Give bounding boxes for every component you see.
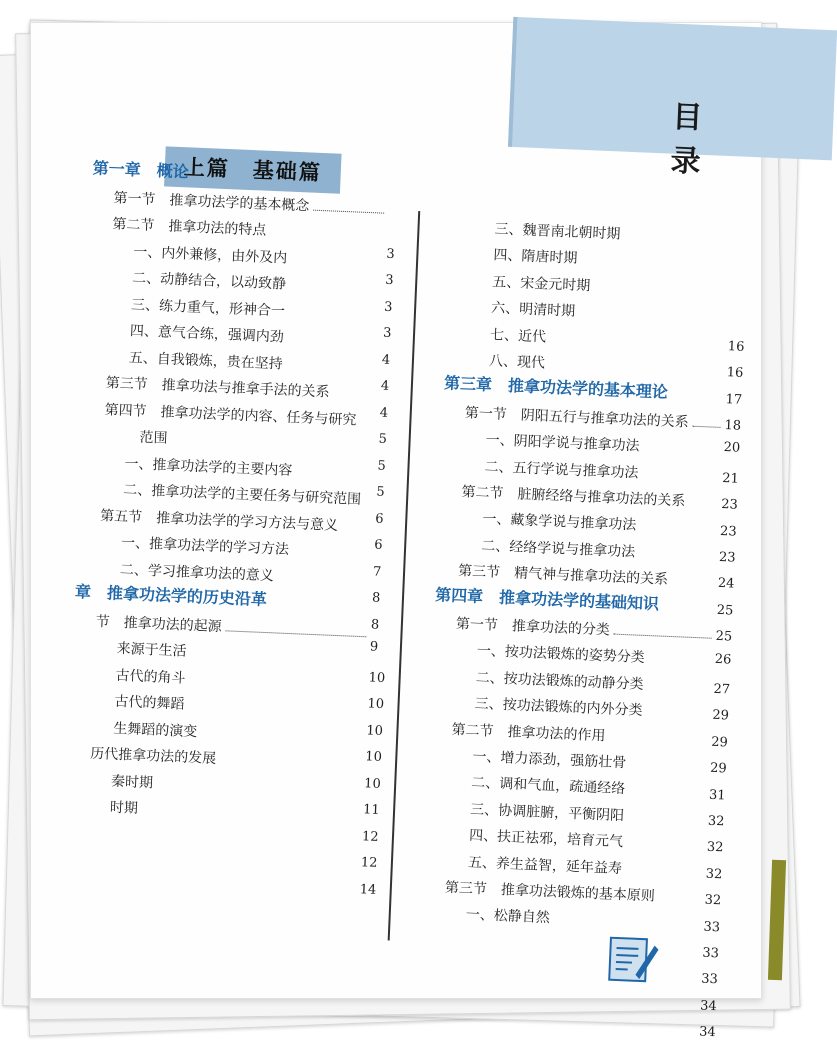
entry-label: 二、动静结合，以动致静 xyxy=(131,270,287,293)
page-number: 21 xyxy=(721,470,740,487)
left-col-sec-row xyxy=(100,505,339,535)
page-number: 4 xyxy=(379,405,389,421)
entry-label: 一、阴阳学说与推拿功法 xyxy=(485,432,640,455)
page-number: 4 xyxy=(380,378,390,394)
entry-label: 六、明清时期 xyxy=(490,300,576,320)
entry-label: 五、自我锻炼，贵在坚持 xyxy=(128,349,284,372)
left-col-item-row xyxy=(132,267,287,293)
page-number: 16 xyxy=(726,365,744,381)
right-col-item-row xyxy=(476,640,645,667)
entry-label: 四、隋唐时期 xyxy=(493,247,578,268)
right-col-item-row xyxy=(475,667,644,694)
right-col-sec-row xyxy=(456,613,611,639)
page-number: 5 xyxy=(377,458,387,474)
entry-label: 一、内外兼修，由外及内 xyxy=(132,243,288,267)
left-col-item-row xyxy=(114,691,185,714)
page-number: 3 xyxy=(386,246,396,262)
page-number: 25 xyxy=(716,602,734,619)
page-number: 29 xyxy=(710,734,729,751)
toc-page xyxy=(30,22,762,1041)
entry-label: 第四章 推拿功法学的基础知识 xyxy=(434,584,660,614)
page-number: 32 xyxy=(706,840,724,856)
column-divider xyxy=(388,211,421,940)
page-number: 6 xyxy=(373,537,383,553)
part-banner: 上篇 基础篇 xyxy=(164,146,342,193)
entry-label: 二、学习推拿功法的意义 xyxy=(119,561,275,584)
page-number: 5 xyxy=(376,484,386,500)
entry-label: 五、养生益智，延年益寿 xyxy=(467,854,623,877)
page-number: 10 xyxy=(366,722,384,739)
leader-dots xyxy=(225,630,366,637)
entry-label: 第三节 推拿功法与推拿手法的关系 xyxy=(105,375,330,401)
page-number: 29 xyxy=(709,760,727,777)
page-number: 8 xyxy=(371,590,381,606)
page-number: 5 xyxy=(378,431,388,447)
left-col-item-row xyxy=(115,664,186,687)
right-col-sec-row xyxy=(445,877,656,906)
entry-label: 第一节 推拿功法的分类 xyxy=(455,615,611,639)
right-col-item-row xyxy=(491,297,576,321)
page-number: 6 xyxy=(375,511,384,527)
page-number: 31 xyxy=(708,787,726,804)
left-col-ch-row xyxy=(92,155,189,182)
entry-label: 章 推拿功法学的历史沿革 xyxy=(74,582,268,610)
left-col-item-row xyxy=(111,770,154,792)
entry-label: 一、按功法锻炼的姿势分类 xyxy=(476,643,646,667)
page-number: 23 xyxy=(719,523,737,540)
entry-label: 第二节 推拿功法的作用 xyxy=(451,721,606,744)
page-number: 24 xyxy=(717,576,735,592)
leader-dots xyxy=(692,426,720,428)
entry-label: 第五节 推拿功法学的学习方法与意义 xyxy=(99,507,339,534)
entry-label: 第三节 推拿功法锻炼的基本原则 xyxy=(444,879,656,905)
left-col-sec-row xyxy=(104,399,357,430)
leader-dots xyxy=(313,209,384,213)
right-col-item-row xyxy=(472,746,627,772)
page-number: 27 xyxy=(713,681,731,698)
page-number: 11 xyxy=(362,802,380,818)
page-number: 12 xyxy=(361,828,379,845)
page-number: 20 xyxy=(723,440,741,457)
right-col-item-row xyxy=(481,535,636,561)
entry-label: 古代的舞蹈 xyxy=(114,693,185,713)
entry-label: 生舞蹈的演变 xyxy=(112,720,198,740)
left-col-item-row xyxy=(128,347,283,373)
right-col-item-row xyxy=(485,429,640,455)
page-number: 29 xyxy=(712,708,730,724)
right-col-item-row xyxy=(465,904,550,928)
right-col-item-row xyxy=(470,799,625,825)
page-number: 34 xyxy=(698,1024,716,1041)
page-number: 3 xyxy=(384,272,394,289)
right-col-item-row xyxy=(471,772,626,798)
right-col-item-row xyxy=(492,271,591,295)
entry-label: 第一章 概论 xyxy=(92,158,190,182)
page-number: 32 xyxy=(704,892,722,909)
left-col-sec-row xyxy=(90,743,217,768)
page-number: 3 xyxy=(382,325,392,342)
notepad-pen-icon xyxy=(605,932,661,988)
entry-label: 第四节 推拿功法学的内容、任务与研究 xyxy=(104,401,357,429)
right-col-item-row xyxy=(468,851,623,877)
right-col-sec-row xyxy=(464,402,689,431)
right-col-sec-row xyxy=(451,719,606,745)
entry-label: 一、藏象学说与推拿功法 xyxy=(482,511,637,534)
entry-label: 四、意气合练，强调内劲 xyxy=(129,323,285,346)
entry-label: 第一节 推拿功法学的基本概念 xyxy=(113,189,310,214)
page-number: 33 xyxy=(700,971,719,988)
left-col-sec-row xyxy=(95,610,222,635)
leader-dots xyxy=(614,634,712,639)
left-col-item-row xyxy=(110,797,139,818)
page-number: 8 xyxy=(370,616,380,633)
entry-label: 二、按功法锻炼的动静分类 xyxy=(475,669,644,693)
entry-label: 时期 xyxy=(109,799,139,817)
right-col-item-row xyxy=(493,245,578,269)
entry-label: 二、五行学说与推拿功法 xyxy=(484,458,639,482)
entry-label: 三、协调脏腑，平衡阴阳 xyxy=(469,801,625,824)
page-number: 34 xyxy=(699,998,718,1015)
entry-label: 第三章 推拿功法学的基本理论 xyxy=(443,373,669,403)
left-col-item-row xyxy=(131,294,286,320)
left-col-item-row xyxy=(123,479,362,509)
right-col-sec-row xyxy=(461,481,686,510)
entry-label: 三、按功法锻炼的内外分类 xyxy=(474,696,643,720)
page-number: 10 xyxy=(365,749,383,765)
entry-label: 第一节 阴阳五行与推拿功法的关系 xyxy=(464,404,689,431)
entry-label: 五、宋金元时期 xyxy=(491,274,591,295)
left-col-sec-row xyxy=(112,213,267,239)
left-col-item-row xyxy=(130,320,285,346)
entry-label: 七、近代 xyxy=(489,326,547,346)
entry-label: 八、现代 xyxy=(488,353,546,372)
page-number: 14 xyxy=(359,881,377,898)
page-number: 33 xyxy=(703,919,721,935)
entry-label: 一、松静自然 xyxy=(465,907,551,927)
entry-label: 一、推拿功法学的主要内容 xyxy=(124,455,293,479)
entry-label: 节 推拿功法的起源 xyxy=(95,613,222,635)
entry-label: 历代推拿功法的发展 xyxy=(89,745,217,768)
page-number: 10 xyxy=(367,696,385,713)
entry-label: 三、魏晋南北朝时期 xyxy=(494,221,621,243)
entry-label: 第二节 推拿功法的特点 xyxy=(112,216,267,239)
right-col-item-row xyxy=(490,324,547,346)
entry-label: 二、调和气血，疏通经络 xyxy=(470,775,626,798)
entry-label: 来源于生活 xyxy=(116,640,187,660)
page-number: 17 xyxy=(725,391,743,408)
entry-label: 第二节 脏腑经络与推拿功法的关系 xyxy=(461,484,686,510)
page-number: 23 xyxy=(718,549,736,566)
page-number: 26 xyxy=(714,651,732,668)
entry-label: 范围 xyxy=(139,429,168,447)
entry-label: 二、经络学说与推拿功法 xyxy=(480,537,636,561)
entry-label: 一、增力添劲，强筋壮骨 xyxy=(472,748,627,772)
right-col-item-row xyxy=(482,508,637,534)
page-number: 32 xyxy=(707,813,725,830)
toc-content xyxy=(11,8,781,1041)
right-col-item-row xyxy=(469,825,624,851)
entry-label: 一、推拿功法学的学习方法 xyxy=(120,534,290,558)
right-col-item-row xyxy=(484,456,639,482)
page-number: 9 xyxy=(369,639,379,655)
page-number: 16 xyxy=(727,338,745,355)
entry-label: 第三节 精气神与推拿功法的关系 xyxy=(457,563,669,589)
page-number: 25 xyxy=(715,629,733,645)
left-col-cont-row xyxy=(139,427,168,448)
left-col-item-row xyxy=(133,241,288,267)
left-col-sec-row xyxy=(105,372,330,401)
page-number: 10 xyxy=(363,775,382,792)
page-number: 4 xyxy=(381,352,391,368)
left-col-ch-row xyxy=(75,579,268,610)
right-col-item-row xyxy=(494,218,621,243)
entry-label: 四、扶正祛邪，培育元气 xyxy=(468,827,624,851)
page-number: 12 xyxy=(360,855,378,871)
left-col-item-row xyxy=(116,638,187,661)
entry-label: 秦时期 xyxy=(110,773,154,791)
left-col-item-row xyxy=(113,717,198,741)
page-number: 18 xyxy=(724,418,742,434)
page-number: 3 xyxy=(383,299,393,315)
right-col-item-row xyxy=(489,350,546,372)
page-title: 目 录 xyxy=(669,99,726,181)
left-col-item-row xyxy=(121,532,290,559)
right-col-ch-row xyxy=(444,371,669,403)
page-number: 32 xyxy=(705,866,723,883)
entry-label: 三、练力重气，形神合一 xyxy=(130,296,286,320)
right-col-item-row xyxy=(474,693,643,720)
page-number: 33 xyxy=(702,945,720,962)
entry-label: 二、推拿功法学的主要任务与研究范围 xyxy=(122,481,362,508)
left-col-item-row xyxy=(124,452,293,479)
entry-label: 古代的角斗 xyxy=(115,667,186,687)
page-number: 10 xyxy=(368,669,386,686)
page-number: 7 xyxy=(372,563,382,580)
page-number: 23 xyxy=(720,497,739,513)
